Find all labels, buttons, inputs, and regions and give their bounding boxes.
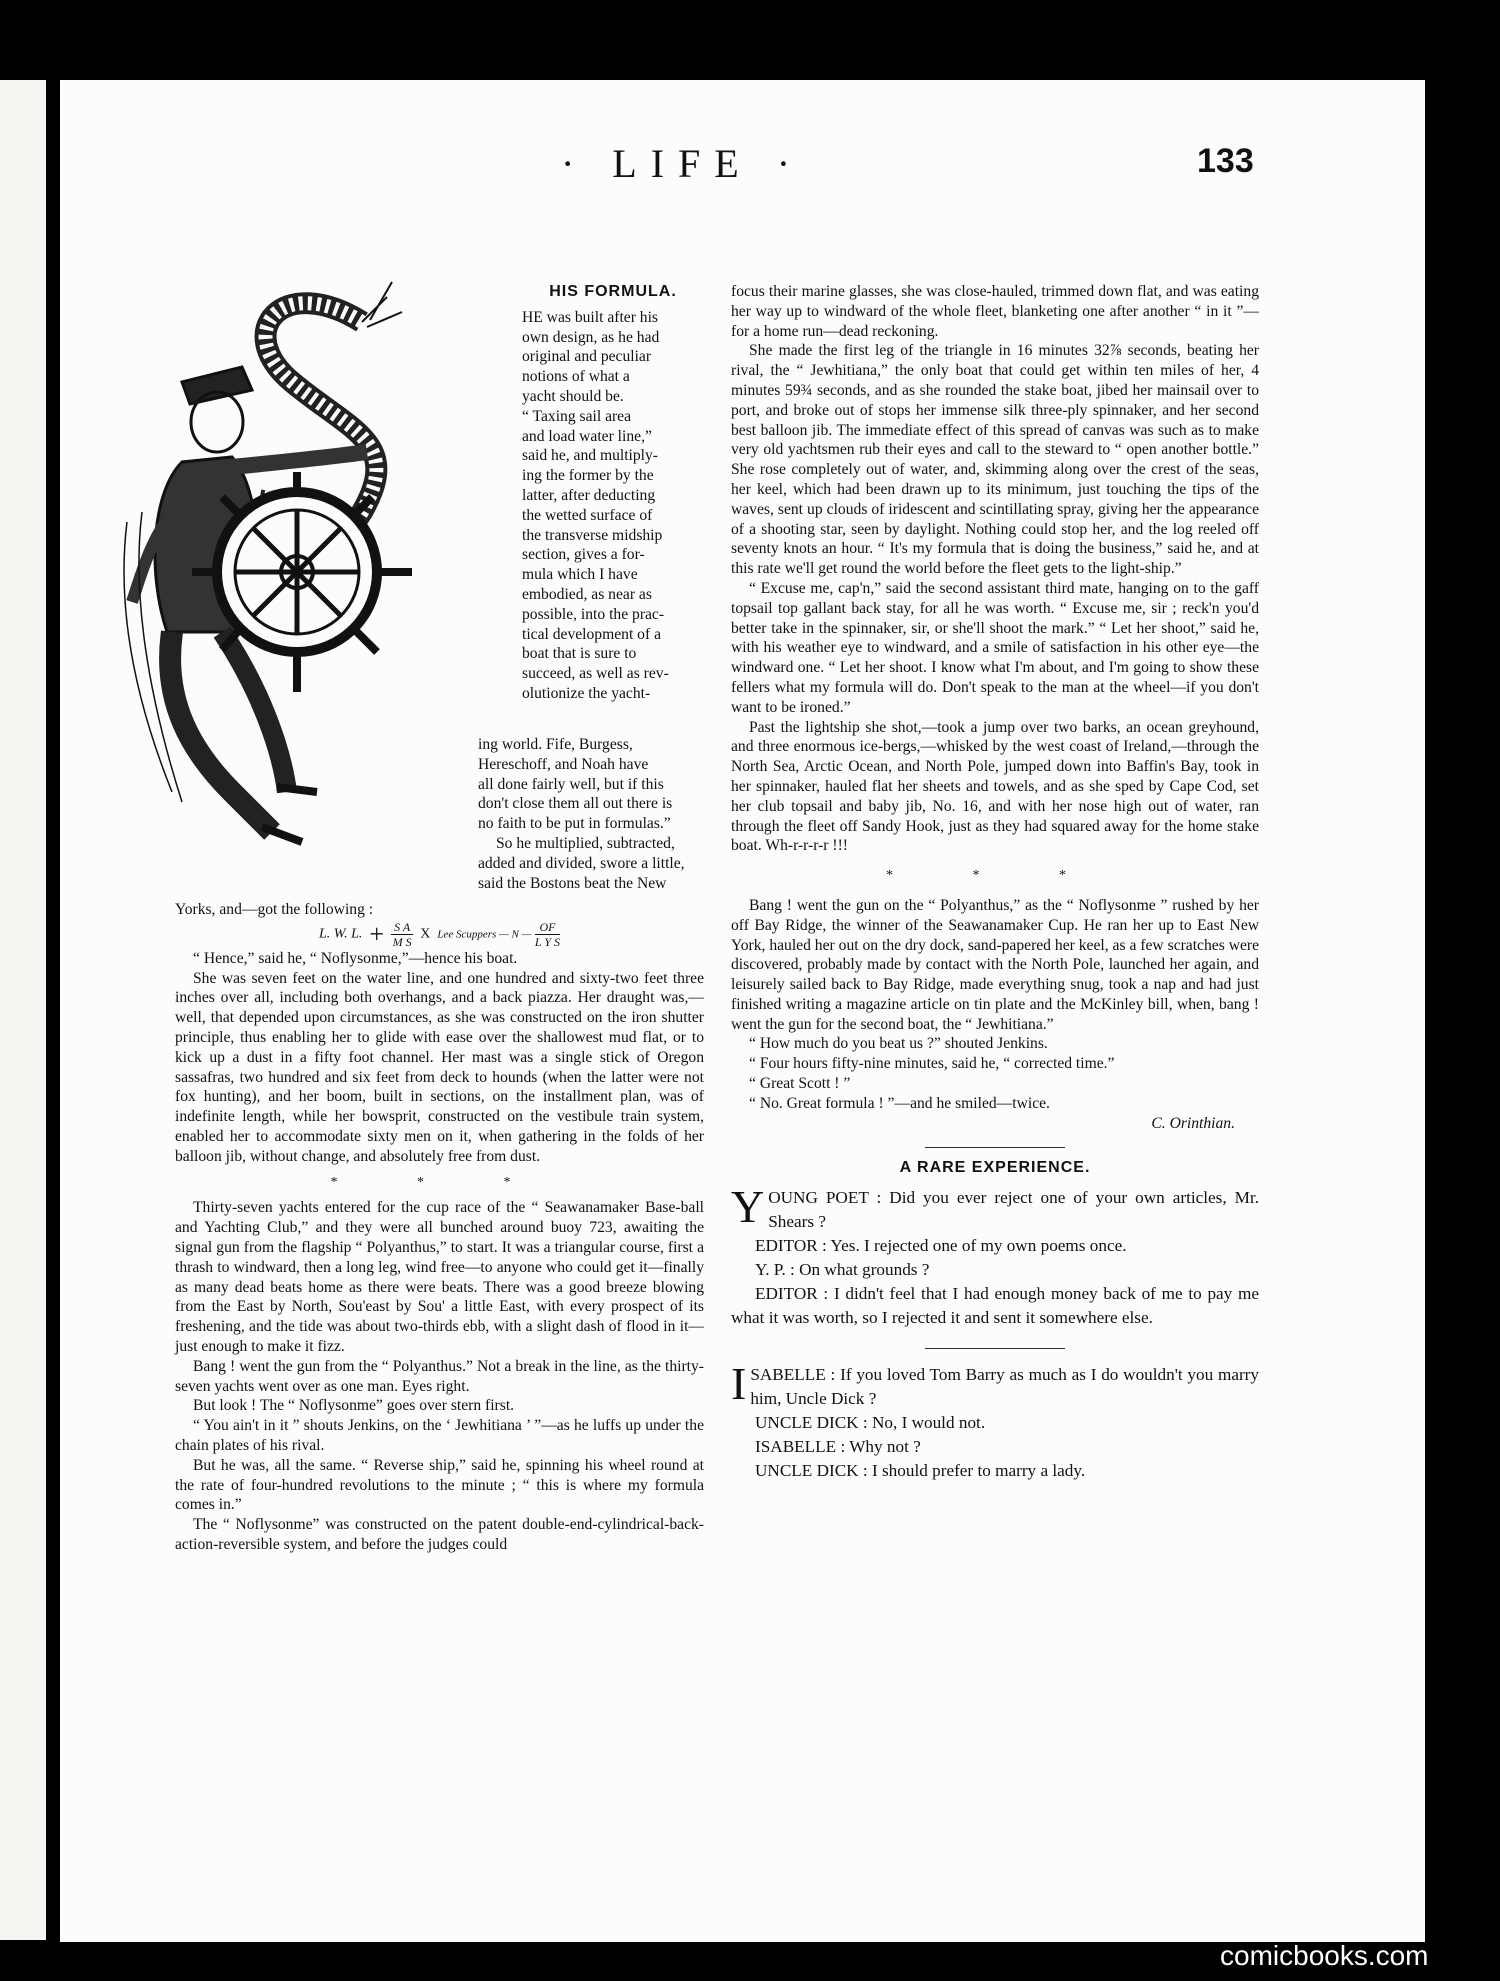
formula	[175, 920, 704, 949]
wrap-line: the wetted surface of	[522, 506, 653, 524]
source-credit: comicbooks.com	[1220, 1940, 1429, 1971]
paragraph: “ No. Great formula ! ”—and he smiled—twice.	[749, 1094, 1050, 1112]
paragraph: She was seven feet on the water line, and one hundred and sixty-two feet three inches over all, including both overhangs, and a back piazza. Her draught was,—well, that depended upon circumstances, as she was constructed on the iron shutter principle, thus enabling her to glide with ease over the shallowest mud flat, or to kick up a dust in a fifty foot channel. Her mast was a single stick of Oregon sassafras, two hundred and six feet from deck to hounds (when the latter were not fox hunting), and her boom, built in sections, on the installment plan, was of indefinite length, while her bowsprit, constructed on the vestibule train system, enabled her to accommodate sixty men on it, when gathering in the folds of her balloon jib, without change, and absolutely free from dust.	[175, 969, 704, 1165]
wide-line: said the Bostons beat the New	[478, 874, 667, 892]
formula-frac1-top: S A	[391, 920, 413, 935]
paragraph: Thirty-seven yachts entered for the cup race of the “ Seawanamaker Base-ball and Yachting Club,” and they were all bunched around buoy 723, awaiting the signal gun from the flagship “ Polyanthus,” to start. It was a triangular course, first a thrash to windward, then a long leg, wind free—to anyone who could get it—finally as many dead beats home as there were beats. There was a good breeze blowing from the East by North, Sou'east by Sou' a little East, with every prospect of its freshening, and the tide was about two-thirds ebb, with a slight dash of flood in it—just enough to make it fizz.	[175, 1199, 704, 1355]
wrap-line: succeed, as well as rev-	[522, 665, 669, 683]
wrap-line: the transverse midship	[522, 526, 663, 544]
wrap-line: possible, into the prac-	[522, 605, 665, 623]
wide-line: added and divided, swore a little,	[478, 854, 685, 872]
drop-cap: I	[731, 1358, 747, 1410]
dialogue-line: Y. P. : On what grounds ?	[755, 1260, 930, 1280]
wrap-line: boat that is sure to	[522, 645, 637, 663]
dialogue-text: SABELLE : If you loved Tom Barry as much as I do wouldn't you marry him, Uncle Dick ?	[750, 1365, 1259, 1409]
paragraph: Bang ! went the gun from the “ Polyanthus.” Not a break in the line, as the thirty-seven yachts went over as one man. Eyes right.	[175, 1357, 704, 1395]
wrap-line: ing the former by the	[522, 467, 654, 485]
rare-experience-dialogue	[731, 1181, 1259, 1330]
isabelle-dialogue	[731, 1358, 1259, 1483]
paragraph: But he was, all the same. “ Reverse ship,” said he, spinning his wheel round at the rate of four-hundred revolutions to the minute ; “ this is where my formula comes in.”	[175, 1456, 704, 1514]
paragraph: Bang ! went the gun on the “ Polyanthus,” as the “ Noflysonme ” rushed by her off Bay Ridge, the winner of the Seawanamaker Cup. He ran her up to East New York, hauled her out on the dry dock, sand-papered her keel, as a few scratches were discovered, probably made by contact with the North Pole, launched her again, and leisurely sailed back to Bay Ridge, made everything snug, took a nap and had just finished writing a magazine article on tin plate and the McKinley bill, when, bang ! went the gun for the second boat, the “ Jewhitiana.”	[731, 896, 1259, 1033]
wrap-line: tical development of a	[522, 625, 661, 643]
wrap-line: “ Taxing sail area	[522, 407, 632, 425]
paragraph: “ Hence,” said he, “ Noflysonme,”—hence his boat.	[193, 949, 518, 967]
section-stars: * * *	[330, 1174, 549, 1190]
wide-line: So he multiplied, subtracted,	[496, 834, 675, 852]
wrap-line: embodied, as near as	[522, 585, 652, 603]
sailor-wheel-illustration	[112, 272, 512, 912]
wrap-line: own design, as he had	[522, 328, 660, 346]
paragraph: She made the first leg of the triangle in 16 minutes 32⅞ seconds, beating her rival, the “ Jewhitiana,” the only boat that could get within ten miles of her, 4 minutes 59¾ seconds, and as she rounded the stake boat, jibed her mainsail over to port, and broke out of stops her immense silk three-ply spinnaker, and her second best balloon jib. The immediate effect of this spread of canvas was such as to make very old yachtsmen rub their eyes and call to the steward to “ open another bottle.” She rose completely out of water, and, skimming along over the crest of the seas, her keel, which had been drawn up to its minimum, just touching the tips of the waves, sent up clouds of iridescent and scintillating spray, giving her the appearance of a shooting star, seen by daylight. Nothing could stop her, and the log reeled off seventy knots an hour. “ It's my formula that is doing the business,” said he, and at this rate we'll get round the world before the fleet gets to the light-ship.”	[731, 342, 1259, 578]
dialogue-line: UNCLE DICK : I should prefer to marry a lady.	[755, 1461, 1086, 1481]
formula-frac2-bottom: L Y S	[534, 934, 561, 949]
paragraph: focus their marine glasses, she was close-hauled, trimmed down flat, and was eating her way up to windward of the whole fleet, blanketing one after another “ in it ”—for a home run—dead reckoning.	[731, 283, 1259, 340]
wrap-line: section, gives a for-	[522, 546, 645, 564]
paragraph: Past the lightship she shot,—took a jump over two barks, an ocean greyhound, and three enormous ice-bergs,—whisked by the west coast of Ireland,—through the North Sea, Arctic Ocean, and North Pole, jumped down into Baffin's Bay, took in her spinnaker, hauled flat her sheets and towels, and as she sped by Cape Cod, set her club topsail and baby jib, No. 16, and with her nose high out of water, ran through the fleet off Sandy Hook, just as they had squared away for the home stake boat. Wh-r-r-r-r !!!	[731, 718, 1259, 855]
formula-plus: +	[369, 919, 385, 949]
right-column	[731, 282, 1259, 1483]
left-column-wrap	[522, 282, 704, 704]
dialogue-line	[731, 1181, 1259, 1234]
wrap-line: HE was built after his	[522, 308, 658, 326]
formula-times: X	[420, 926, 431, 942]
left-column-mid	[478, 735, 704, 893]
wrap-line: olutionize the yacht-	[522, 684, 651, 702]
paragraph: “ How much do you beat us ?” shouted Jenkins.	[749, 1035, 1048, 1053]
wrap-line: notions of what a	[522, 368, 630, 386]
formula-lhs: L. W. L.	[318, 926, 363, 942]
dialogue-line: ISABELLE : Why not ?	[755, 1437, 921, 1457]
section-stars: * * *	[886, 868, 1104, 884]
wrap-line: said he, and multiply-	[522, 447, 658, 465]
wrap-line: yacht should be.	[522, 387, 624, 405]
page-number: 133	[1197, 142, 1254, 180]
left-column-main	[175, 900, 704, 1555]
wide-line: don't close them all out there is	[478, 795, 673, 813]
yorks-line: Yorks, and—got the following :	[175, 901, 374, 918]
paragraph: The “ Noflysonme” was constructed on the patent double-end-cylindrical-back-action-reversible system, and before the judges could	[175, 1516, 704, 1553]
paragraph: “ You ain't in it ” shouts Jenkins, on the ‘ Jewhitiana ’ ”—as he luffs up under the chain plates of his rival.	[175, 1417, 704, 1454]
formula-mid: Lee Scuppers — N —	[437, 928, 532, 941]
wrap-line: and load water line,”	[522, 427, 652, 445]
dialogue-line	[731, 1358, 1259, 1411]
formula-frac1-bottom: M S	[392, 934, 412, 949]
wrap-line: latter, after deducting	[522, 486, 656, 504]
previous-page-edge	[0, 80, 46, 1940]
divider	[925, 1147, 1065, 1148]
dialogue-line: UNCLE DICK : No, I would not.	[755, 1413, 986, 1433]
wrap-line: mula which I have	[522, 566, 638, 584]
formula-fraction-1	[391, 920, 413, 949]
divider	[925, 1348, 1065, 1349]
page-title: · LIFE ·	[560, 141, 805, 186]
paragraph: But look ! The “ Noflysonme” goes over stern first.	[193, 1397, 515, 1415]
formula-fraction-2	[535, 920, 560, 949]
rare-experience-heading: A RARE EXPERIENCE.	[899, 1159, 1091, 1177]
paragraph: “ Four hours fifty-nine minutes, said he, “ corrected time.”	[749, 1055, 1115, 1073]
wide-line: all done fairly well, but if this	[478, 775, 664, 793]
dialogue-line: EDITOR : Yes. I rejected one of my own poems once.	[755, 1236, 1127, 1256]
dialogue-text: OUNG POET : Did you ever reject one of your own articles, Mr. Shears ?	[768, 1188, 1259, 1232]
drop-cap: Y	[731, 1181, 765, 1233]
paragraph: “ Great Scott ! ”	[749, 1075, 851, 1093]
paragraph: “ Excuse me, cap'n,” said the second assistant third mate, hanging on to the gaff topsail top gallant back stay, for all he was worth. “ Excuse me, sir ; reck'n you'd better take in the spinnaker, sir, or she'll shoot the mark.” “ Let her shoot,” said he, with his weather eye to windward, and a smile of satisfaction in his other eye—the windward one. “ Let her shoot. I know what I'm about, and I'm going to show these fellers what my formula will do. Don't speak to the man at the wheel—if you don't want to be ironed.”	[731, 579, 1259, 716]
wide-line: ing world. Fife, Burgess,	[478, 736, 633, 753]
dialogue-line: EDITOR : I didn't feel that I had enough money back of me to pay me what it was worth, so I rejected it and sent it somewhere else.	[731, 1284, 1259, 1328]
wide-line: no faith to be put in formulas.”	[478, 815, 671, 833]
author-signature: C. Orinthian.	[1151, 1114, 1235, 1132]
wrap-line: original and peculiar	[522, 348, 652, 366]
wide-line: Hereschoff, and Noah have	[478, 755, 649, 773]
his-formula-heading: HIS FORMULA.	[549, 283, 677, 300]
formula-frac2-top: OF	[535, 920, 560, 935]
